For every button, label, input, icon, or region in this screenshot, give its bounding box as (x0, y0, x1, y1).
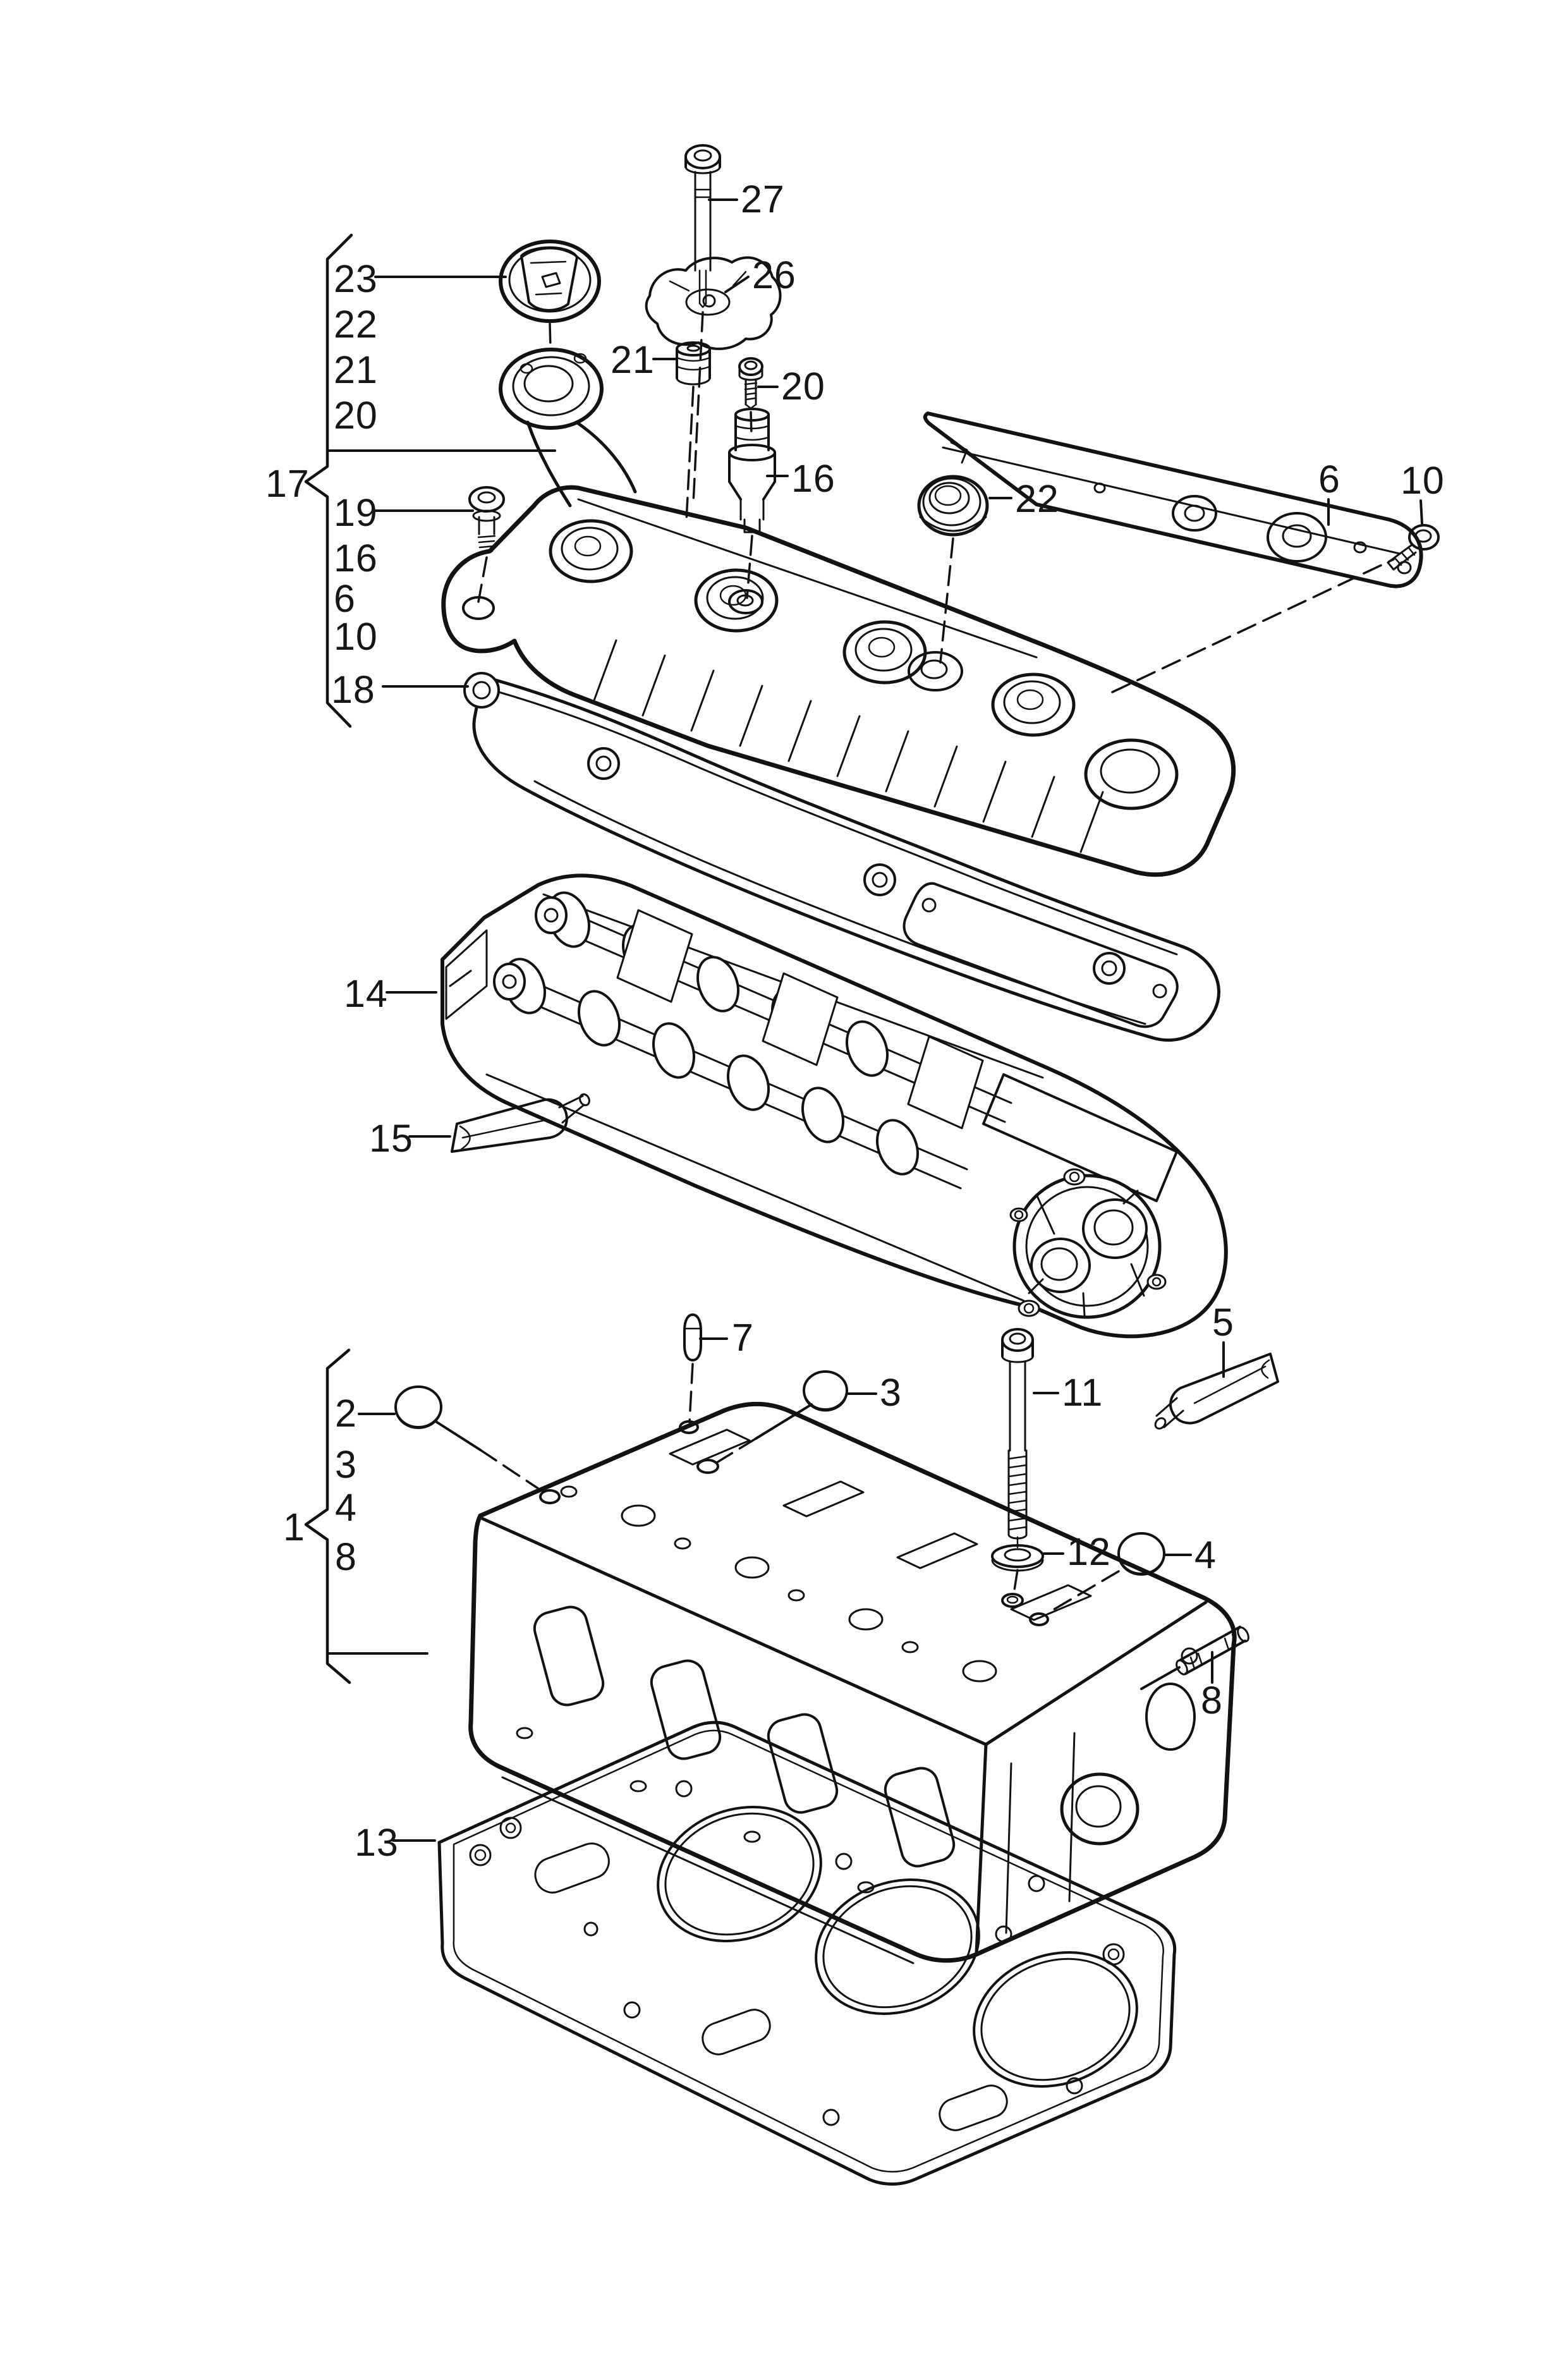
callout-20-left[interactable]: 20 (334, 394, 378, 437)
leader-26 (726, 277, 748, 292)
part-sealant-tube-5 (1153, 1354, 1278, 1430)
part-washer-12 (992, 1545, 1043, 1594)
callout-12[interactable]: 12 (1067, 1530, 1111, 1573)
part-head-gasket-13 (439, 1722, 1175, 2184)
part-plug-2 (396, 1387, 541, 1490)
part-cylinder-head (471, 1404, 1234, 1964)
callout-14[interactable]: 14 (344, 972, 388, 1015)
gasket-holes (470, 1781, 1124, 2134)
callout-10-left[interactable]: 10 (334, 615, 378, 658)
callout-4-right[interactable]: 4 (1194, 1533, 1217, 1576)
callout-20-mid[interactable]: 20 (781, 365, 825, 408)
callout-10-right[interactable]: 10 (1401, 459, 1445, 502)
callout-26[interactable]: 26 (752, 253, 796, 296)
callout-5[interactable]: 5 (1212, 1301, 1234, 1344)
callout-1[interactable]: 1 (283, 1506, 305, 1549)
callout-11[interactable]: 11 (1062, 1371, 1103, 1414)
leader-10-right (1421, 501, 1422, 523)
callout-3-list[interactable]: 3 (335, 1443, 357, 1486)
callout-7[interactable]: 7 (732, 1316, 754, 1359)
callout-16-left[interactable]: 16 (334, 537, 378, 580)
callout-21-left[interactable]: 21 (334, 348, 378, 391)
callout-15[interactable]: 15 (369, 1117, 413, 1160)
part-cam-carrier-14 (442, 875, 1226, 1336)
callout-16-mid[interactable]: 16 (791, 457, 836, 500)
callout-4-list[interactable]: 4 (335, 1486, 357, 1529)
part-plug-3 (717, 1372, 847, 1463)
part-seal-22 (919, 477, 987, 662)
part-oil-filler-cap (501, 241, 599, 349)
part-cover-plate-6 (925, 413, 1421, 692)
footer-page-code: N - 18 (999, 2270, 1178, 2339)
callout-27[interactable]: 27 (741, 178, 785, 221)
callout-18[interactable]: 18 (331, 668, 375, 711)
callout-8-right[interactable]: 8 (1201, 1679, 1223, 1722)
footer-bar (0, 2215, 1568, 2374)
callout-6-right[interactable]: 6 (1318, 458, 1340, 501)
callout-23[interactable]: 23 (334, 257, 378, 300)
head-right-face (1006, 1648, 1197, 1933)
callout-2[interactable]: 2 (335, 1392, 357, 1435)
callout-19[interactable]: 19 (334, 491, 378, 534)
part-sealant-tube-15 (452, 1093, 591, 1152)
part-dowel-7 (684, 1315, 701, 1422)
callout-17[interactable]: 17 (265, 462, 310, 505)
part-gasket-18 (465, 673, 1219, 1040)
callout-6-left[interactable]: 6 (334, 577, 356, 620)
callout-22-left[interactable]: 22 (334, 303, 378, 346)
callout-3-mid[interactable]: 3 (880, 1371, 902, 1414)
callout-21-mid[interactable]: 21 (611, 338, 655, 381)
part-bolt-20 (739, 358, 762, 435)
callout-22-mid[interactable]: 22 (1015, 477, 1059, 520)
footer-part-code: VAG - 04L103483A (387, 2270, 945, 2339)
callout-8-list[interactable]: 8 (335, 1535, 357, 1578)
callout-13[interactable]: 13 (355, 1821, 399, 1864)
carrier-end-housing (1011, 1169, 1165, 1317)
